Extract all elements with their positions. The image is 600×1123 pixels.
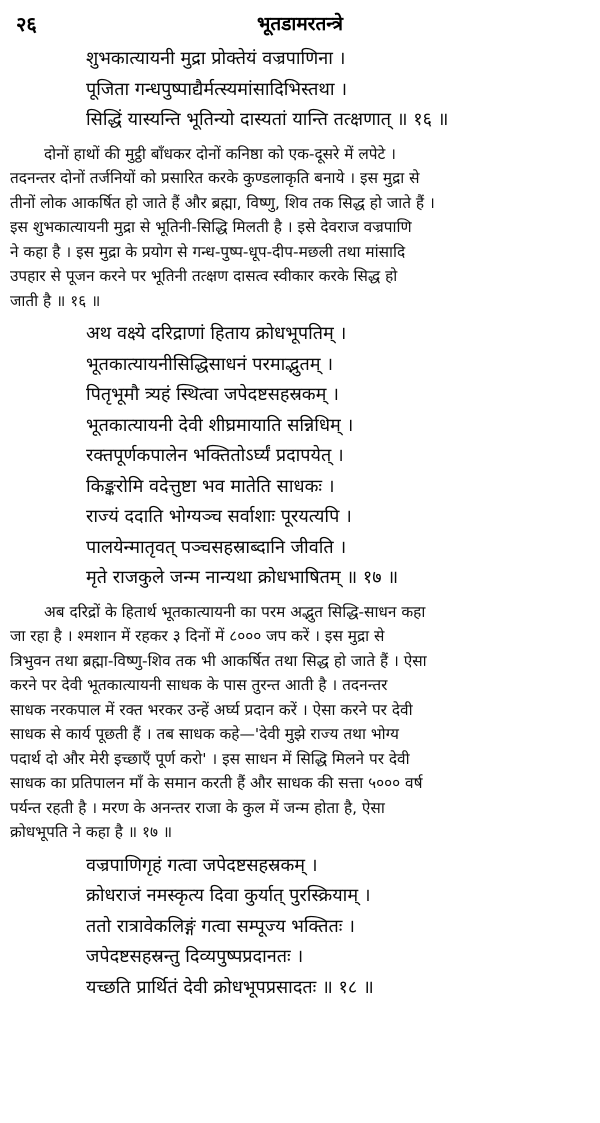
verse-line: पितृभूमौ त्र्यहं स्थित्वा जपेदष्टसहस्रकम् । xyxy=(86,384,339,405)
verse-line: पूजिता गन्धपुष्पाद्यैर्मत्स्यमांसादिभिस्तथा । xyxy=(86,78,348,100)
prose-line: दोनों हाथों की मुट्ठी बाँधकर दोनों कनिष्ठा को एक-दूसरे में लपेटे । xyxy=(44,144,396,163)
verse-line: जपेदष्टसहस्रन्तु दिव्यपुष्पप्रदानतः । xyxy=(86,946,304,967)
verse-line: वज्रपाणिगृहं गत्वा जपेदष्टसहस्रकम् । xyxy=(86,854,318,876)
verse-line: किङ्करोमि वदेत्तुष्टा भव मातेति साधकः । xyxy=(86,475,335,497)
commentary-17 xyxy=(10,600,590,845)
verse-line: भूतकात्यायनी देवी शीघ्रमायाति सन्निधिम् । xyxy=(86,414,354,436)
prose-line: ने कहा है । इस मुद्रा के प्रयोग से गन्ध-पुष्प-धूप-दीप-मछली तथा मांसादि xyxy=(10,242,406,261)
prose-line: करने पर देवी भूतकात्यायनी साधक के पास तुरन्त आती है । तदनन्तर xyxy=(10,676,388,694)
verse-line: भूतकात्यायनीसिद्धिसाधनं परमाद्भुतम् । xyxy=(86,353,334,375)
verse-block-17 xyxy=(10,319,590,594)
page-number: २६ xyxy=(16,12,37,36)
running-title: भूतडामरतन्त्रे xyxy=(257,13,343,35)
page-header xyxy=(10,6,590,40)
prose-line: साधक नरकपाल में रक्त भरकर उन्हें अर्घ्य प्रदान करें । ऐसा करने पर देवी xyxy=(10,700,413,719)
verse-line: अथ वक्ष्ये दरिद्राणां हिताय क्रोधभूपतिम् । xyxy=(86,323,347,344)
verse-block-18 xyxy=(10,851,590,1004)
prose-line: तदनन्तर दोनों तर्जनियों को प्रसारित करके कुण्डलाकृति बनाये । इस मुद्रा से xyxy=(10,169,420,187)
prose-line: साधक से कार्य पूछती हैं । तब साधक कहे—'देवी मुझे राज्य तथा भोग्य xyxy=(10,725,399,743)
verse-line: ततो रात्रावेकलिङ्गं गत्वा सम्पूज्य भक्तितः । xyxy=(86,915,355,937)
verse-line: यच्छति प्रार्थितं देवी क्रोधभूपप्रसादतः ॥ १८ ॥ xyxy=(86,976,374,998)
prose-line: पर्यन्त रहती है । मरण के अनन्तर राजा के कुल में जन्म होता है, ऐसा xyxy=(10,798,385,817)
commentary-16 xyxy=(10,142,590,314)
prose-line: अब दरिद्रों के हितार्थ भूतकात्यायनी का परम अद्भुत सिद्धि-साधन कहा xyxy=(44,602,426,621)
prose-line: क्रोधभूपति ने कहा है ॥ १७ ॥ xyxy=(10,823,173,841)
prose-line: जा रहा है । श्मशान में रहकर ३ दिनों में ८००० जप करें । इस मुद्रा से xyxy=(10,627,385,645)
verse-block-16 xyxy=(10,44,590,136)
verse-line: मृते राजकुले जन्म नान्यथा क्रोधभाषितम् ॥ १७ ॥ xyxy=(86,567,399,588)
prose-line: पदार्थ दो और मेरी इच्छाएँ पूर्ण करो' । इस साधन में सिद्धि मिलने पर देवी xyxy=(10,749,410,768)
prose-line: तीनों लोक आकर्षित हो जाते हैं और ब्रह्मा, विष्णु, शिव तक सिद्ध हो जाते हैं । xyxy=(10,193,435,212)
verse-line: पालयेन्मातृवत् पञ्चसहस्राब्दानि जीवति । xyxy=(86,536,347,558)
verse-line: शुभकात्यायनी मुद्रा प्रोक्तेयं वज्रपाणिना । xyxy=(86,48,346,69)
prose-line: साधक का प्रतिपालन माँ के समान करती हैं और साधक की सत्ता ५००० वर्ष xyxy=(10,774,423,792)
verse-line: सिद्धिं यास्यन्ति भूतिन्यो दास्यतां यान्ति तत्क्षणात् ॥ १६ ॥ xyxy=(86,109,449,130)
prose-line: त्रिभुवन तथा ब्रह्मा-विष्णु-शिव तक भी आकर्षित तथा सिद्ध हो जाते हैं । ऐसा xyxy=(10,651,427,670)
verse-line: क्रोधराजं नमस्कृत्य दिवा कुर्यात् पुरस्क्रियाम् । xyxy=(86,885,371,906)
verse-line: राज्यं ददाति भोग्यञ्च सर्वाशाः पूरयत्यपि । xyxy=(86,506,352,527)
prose-line: जाती है ॥ १६ ॥ xyxy=(10,291,101,310)
verse-line: रक्तपूर्णकपालेन भक्तितोऽर्घ्यं प्रदापयेत् । xyxy=(86,445,344,466)
prose-line: उपहार से पूजन करने पर भूतिनी तत्क्षण दासत्व स्वीकार करके सिद्ध हो xyxy=(10,267,398,285)
prose-line: इस शुभकात्यायनी मुद्रा से भूतिनी-सिद्धि मिलती है । इसे देवराज वज्रपाणि xyxy=(10,218,412,236)
